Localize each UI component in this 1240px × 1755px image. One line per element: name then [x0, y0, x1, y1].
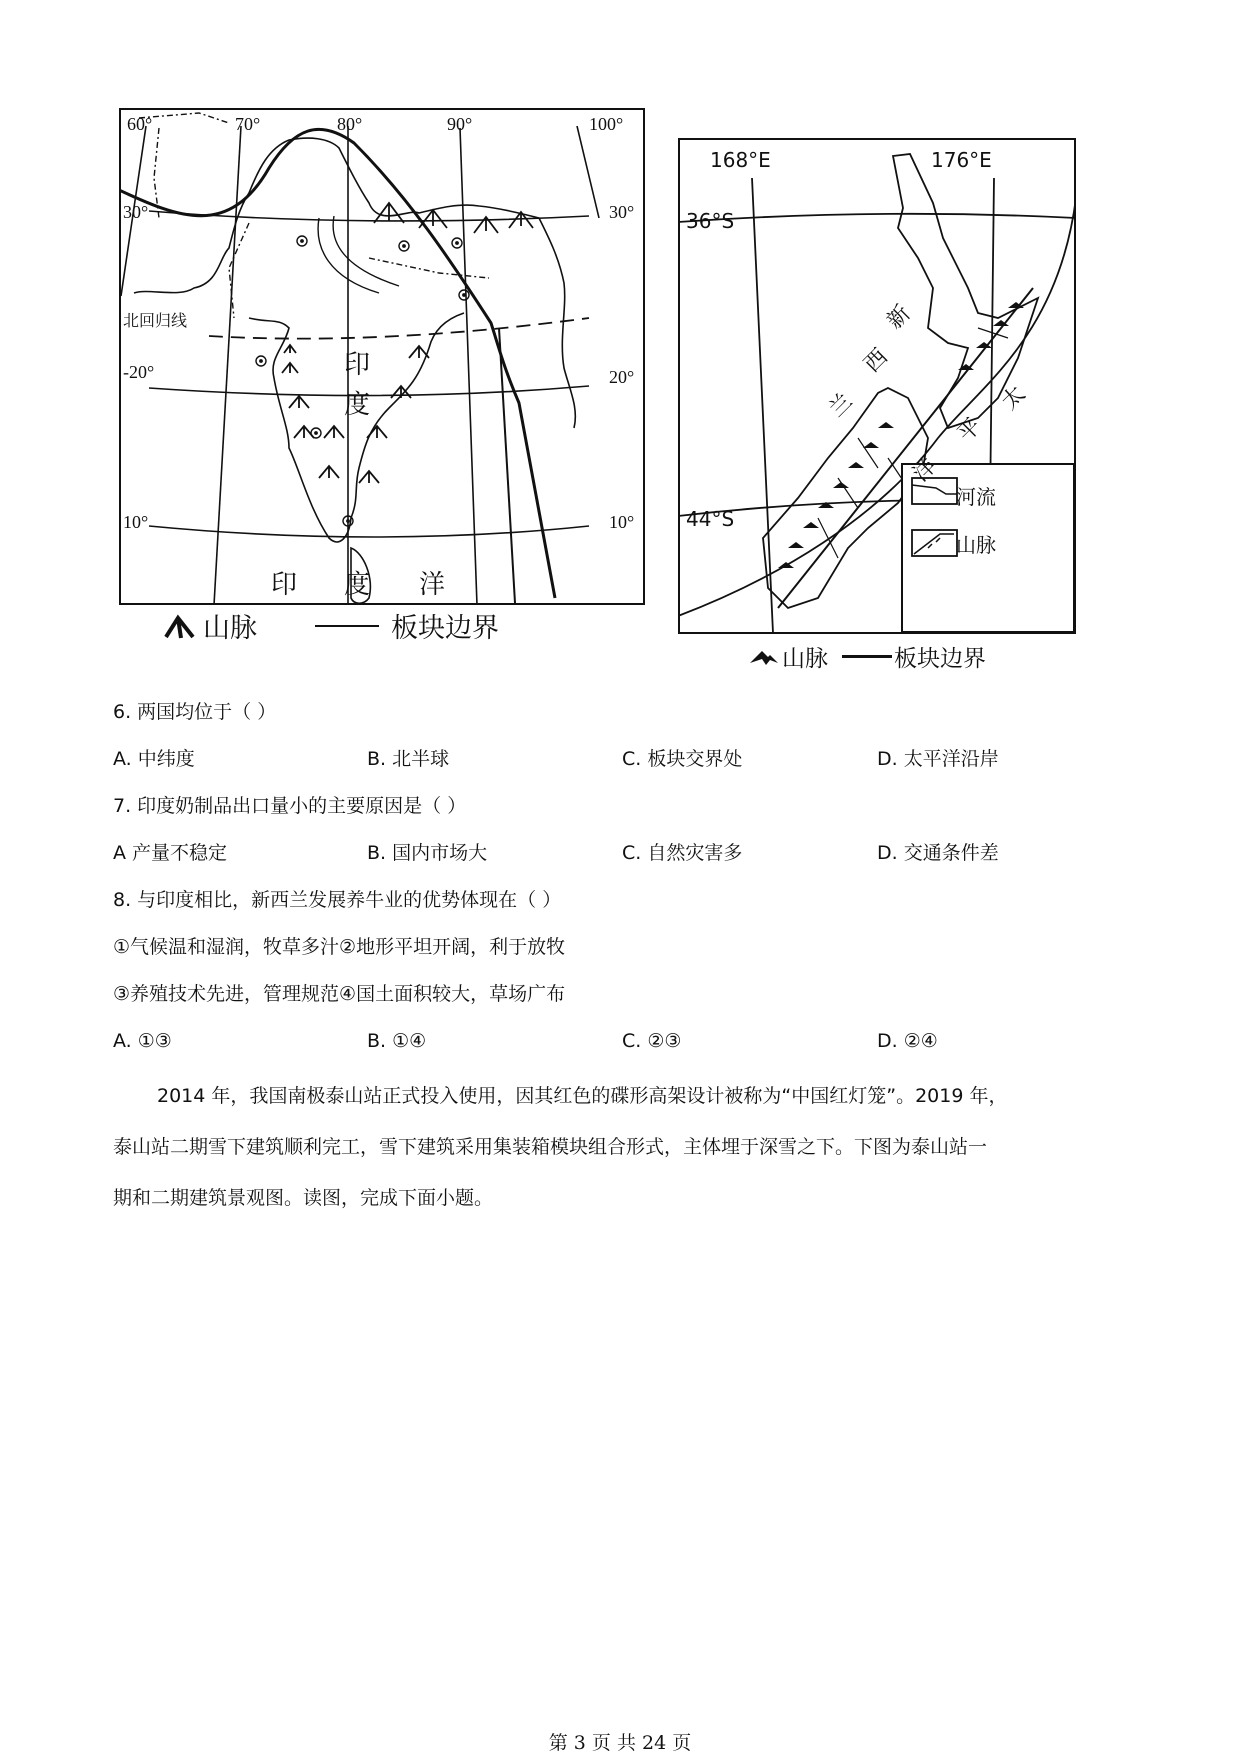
lon-label-90: 90° [447, 114, 473, 134]
lon-label-80: 80° [337, 114, 363, 134]
new-zealand-map [678, 138, 1076, 634]
q6-option-c[interactable]: C. 板块交界处 [622, 748, 743, 770]
passage-line-2: 泰山站二期雪下建筑顺利完工，雪下建筑采用集装箱模块组合形式，主体埋于深雪之下。下图为泰山站一 [113, 1136, 988, 1158]
plate-boundary-line-icon [842, 655, 892, 658]
q7-option-b[interactable]: B. 国内市场大 [367, 842, 488, 864]
passage-line-1: 2014 年，我国南极泰山站正式投入使用，因其红色的碟形高架设计被称为“中国红灯笼”。2019 年， [157, 1085, 1008, 1107]
q8-option-d[interactable]: D. ②④ [877, 1030, 938, 1052]
question-8-stem: 8. 与印度相比，新西兰发展养牛业的优势体现在（ ） [113, 889, 562, 911]
legend-plate-boundary-label: 板块边界 [391, 613, 499, 644]
lat-label-36s: 36°S [686, 209, 735, 233]
q7-option-a[interactable]: A 产量不稳定 [113, 842, 228, 864]
legend-mountain-label: 山脉 [203, 613, 257, 644]
ocean-label-1: 印 [271, 570, 298, 600]
ocean-label-2: 度 [344, 570, 371, 600]
lat-label-30-left: 30° [123, 202, 149, 222]
lon-label-60: 60° [127, 114, 153, 134]
nz-legend [748, 640, 986, 673]
q6-option-d[interactable]: D. 太平洋沿岸 [877, 748, 999, 770]
question-6-stem: 6. 两国均位于（ ） [113, 701, 277, 723]
q8-statements-3-4: ③养殖技术先进，管理规范④国土面积较大，草场广布 [113, 983, 566, 1005]
lat-label-20-right: 20° [609, 367, 635, 387]
q8-option-a[interactable]: A. ①③ [113, 1030, 172, 1052]
q6-option-a[interactable]: A. 中纬度 [113, 748, 195, 770]
country-label-nz-2: 西 [859, 344, 893, 378]
q7-option-d[interactable]: D. 交通条件差 [877, 842, 999, 864]
india-legend [163, 606, 499, 645]
lat-label-30-right: 30° [609, 202, 635, 222]
country-label-nz-1: 新 [882, 301, 916, 335]
lon-label-168e: 168°E [710, 148, 771, 172]
country-label-nz-3: 兰 [824, 389, 858, 423]
lat-label-44s: 44°S [686, 507, 735, 531]
page-footer: 第 3 页 共 24 页 [548, 1732, 692, 1754]
tropic-of-cancer-label: 北回归线 [123, 311, 188, 330]
ocean-label-3: 洋 [419, 570, 446, 600]
ocean-label-pacific-2: 平 [953, 413, 987, 447]
q6-option-b[interactable]: B. 北半球 [367, 748, 450, 770]
question-7-stem: 7. 印度奶制品出口量小的主要原因是（ ） [113, 795, 467, 817]
plate-boundary-line-icon [315, 625, 379, 627]
mountain-filled-icon [748, 647, 780, 667]
mountain-icon [163, 612, 197, 640]
legend-plate-boundary-label: 板块边界 [894, 646, 986, 672]
q8-option-b[interactable]: B. ①④ [367, 1030, 427, 1052]
inset-legend-river-label: 河流 [956, 485, 996, 509]
country-label-india-1: 印 [344, 350, 371, 380]
legend-mountain-label: 山脉 [782, 646, 828, 672]
country-label-india-2: 度 [344, 390, 371, 420]
q7-option-c[interactable]: C. 自然灾害多 [622, 842, 743, 864]
ocean-label-pacific-3: 洋 [908, 453, 942, 487]
lon-label-176e: 176°E [931, 148, 992, 172]
lat-label-10-left: 10° [123, 512, 149, 532]
lat-label-10-right: 10° [609, 512, 635, 532]
lon-label-100: 100° [589, 114, 624, 134]
q8-option-c[interactable]: C. ②③ [622, 1030, 682, 1052]
ocean-label-pacific-1: 太 [997, 381, 1031, 415]
inset-legend-mountain-label: 山脉 [956, 533, 996, 557]
passage-line-3: 期和二期建筑景观图。读图，完成下面小题。 [113, 1187, 494, 1209]
lon-label-70: 70° [235, 114, 261, 134]
india-map [119, 108, 645, 605]
q8-statements-1-2: ①气候温和湿润，牧草多汁②地形平坦开阔，利于放牧 [113, 936, 566, 958]
lat-label-20-left: -20° [123, 362, 155, 382]
